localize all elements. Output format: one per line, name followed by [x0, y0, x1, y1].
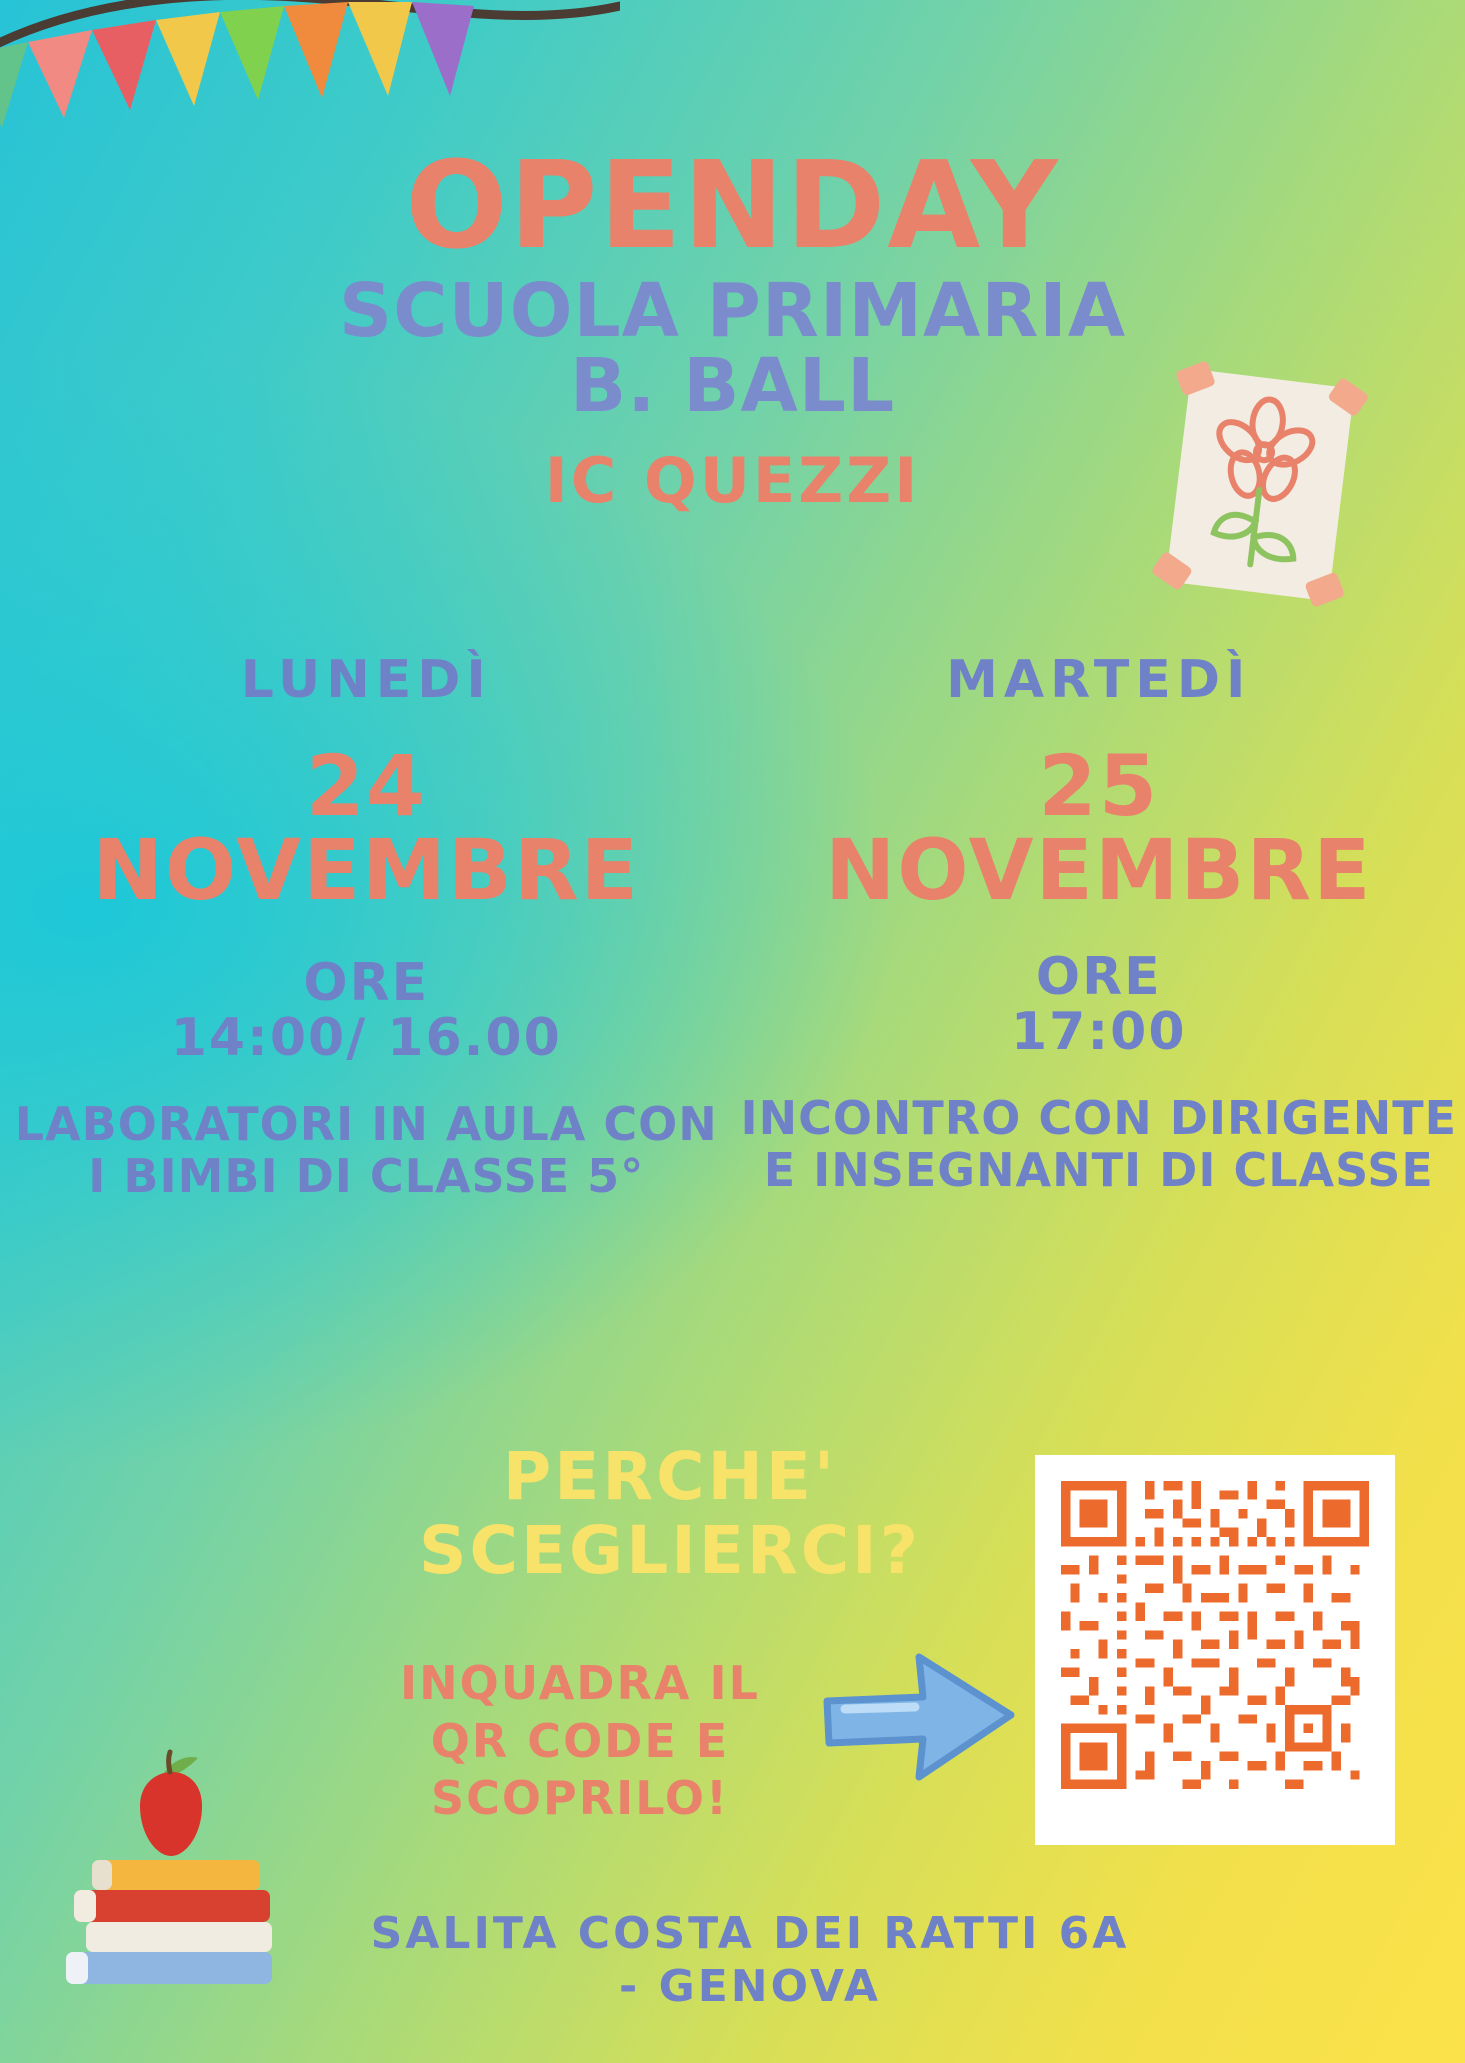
qr-code-icon[interactable] [1035, 1455, 1395, 1845]
address-line2: - GENOVA [619, 1960, 881, 2012]
day-time-label: ORE [303, 953, 430, 1013]
qr-code-matrix [1061, 1481, 1369, 1789]
institute-name: IC QUEZZI [544, 443, 921, 517]
school-name-line2: B. BALL [569, 343, 896, 429]
day-time [733, 947, 1465, 1062]
day-time-label: ORE [1035, 947, 1162, 1007]
why-choose-us-heading [330, 1440, 1010, 1588]
day-date [0, 737, 733, 919]
day-time [0, 953, 733, 1068]
books-apple-icon [30, 1710, 320, 2000]
day-date [733, 737, 1465, 919]
day-name: MARTEDÌ [946, 650, 1252, 710]
page-title: OPENDAY [405, 137, 1060, 276]
arrow-right-icon [815, 1635, 1025, 1795]
why-line1: PERCHE' [502, 1438, 838, 1515]
day-description: INCONTRO CON DIRIGENTE E INSEGNANTI DI CLASSE [740, 1091, 1458, 1197]
day-column-monday [0, 650, 733, 1202]
flower-drawing-icon [1146, 349, 1375, 622]
address-block [300, 1908, 1200, 2014]
day-number: 25 [1038, 737, 1160, 835]
day-month: NOVEMBRE [824, 821, 1373, 919]
school-name-line1: SCUOLA PRIMARIA [338, 268, 1127, 354]
day-month: NOVEMBRE [92, 821, 641, 919]
day-time-value: 14:00/ 16.00 [170, 1007, 562, 1068]
day-name: LUNEDÌ [240, 650, 492, 710]
day-column-tuesday [733, 650, 1465, 1202]
address-line1: SALITA COSTA DEI RATTI 6A [370, 1908, 1130, 1959]
days-section [0, 650, 1465, 1202]
day-time-value: 17:00 [1010, 1001, 1187, 1062]
why-line2: SCEGLIERCI? [418, 1511, 922, 1589]
day-number: 24 [305, 737, 427, 835]
qr-hint-text: INQUADRA IL QR CODE E SCOPRILO! [400, 1656, 760, 1825]
day-description: LABORATORI IN AULA CON I BIMBI DI CLASSE 5° [14, 1097, 718, 1203]
